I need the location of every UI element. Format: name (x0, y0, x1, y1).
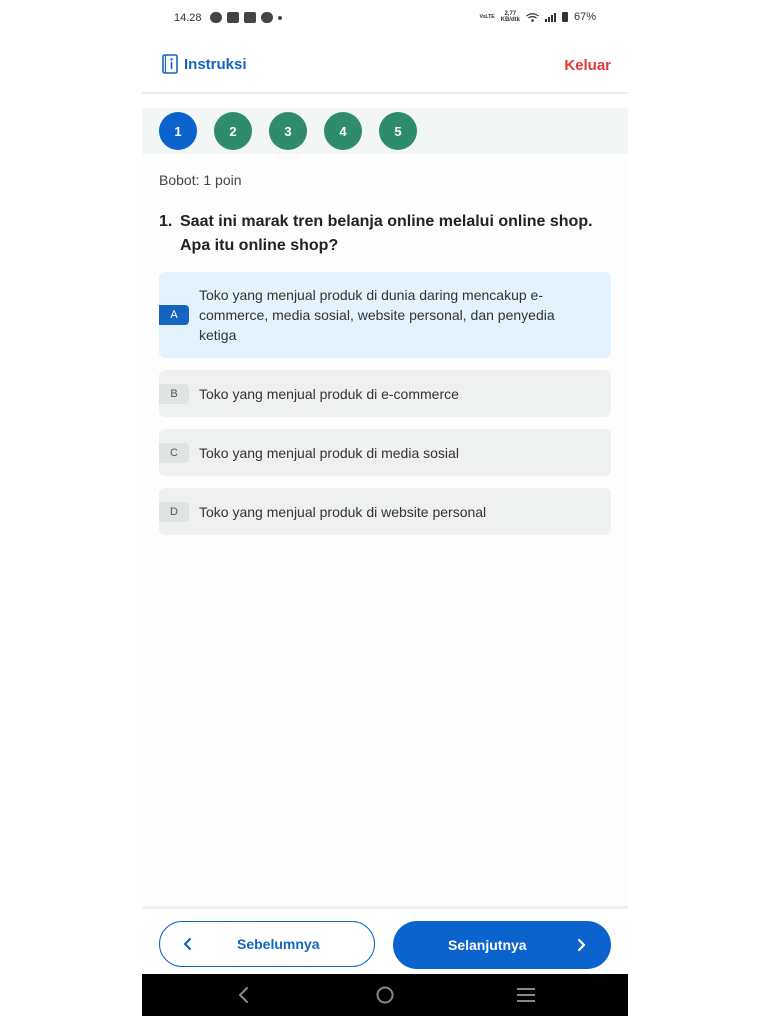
bottom-navigation (142, 906, 628, 977)
option-letter: C (159, 443, 189, 463)
app-header (142, 42, 628, 94)
battery-level: 67% (573, 11, 596, 23)
status-right (480, 11, 596, 23)
answer-option-b[interactable] (159, 370, 611, 417)
net-speed-value: 2,77 (504, 11, 517, 17)
previous-button[interactable] (159, 921, 375, 967)
back-icon[interactable] (232, 984, 256, 1006)
question-number-2[interactable]: 2 (214, 112, 252, 150)
more-notifications-dot-icon (278, 16, 282, 20)
question-number-1[interactable]: 1 (159, 112, 197, 150)
wifi-icon (526, 13, 539, 22)
mail-icon (244, 12, 256, 23)
question-number: 1. (159, 213, 173, 230)
notification-app-icon (210, 12, 222, 23)
network-type-icon: VoLTE (479, 14, 495, 20)
previous-button-label: Sebelumnya (237, 936, 320, 952)
question-body-text: Saat ini marak tren belanja online melalui online shop. Apa itu online shop? (180, 213, 593, 254)
notification-app-icon (261, 12, 273, 23)
status-bar (142, 0, 628, 38)
question-number-4[interactable]: 4 (324, 112, 362, 150)
info-book-icon (162, 54, 178, 74)
question-number-3[interactable]: 3 (269, 112, 307, 150)
net-speed-unit: KB/dtk (500, 17, 520, 23)
next-button[interactable] (393, 921, 611, 969)
option-text: Toko yang menjual produk di media sosial (199, 444, 459, 461)
option-letter: D (159, 502, 189, 522)
option-text: Toko yang menjual produk di dunia daring mencakup e-commerce, media sosial, website personal, dan penyedia ketiga (199, 287, 555, 343)
question-weight: Bobot: 1 poin (159, 172, 242, 188)
instructions-button[interactable] (162, 54, 247, 74)
answer-option-d[interactable] (159, 488, 611, 535)
option-letter: A (159, 305, 189, 325)
answer-option-a[interactable] (159, 272, 611, 358)
mail-icon (227, 12, 239, 23)
question-text (159, 210, 619, 258)
chevron-right-icon (575, 938, 587, 952)
chevron-left-icon (182, 937, 194, 951)
question-navigator (142, 108, 628, 154)
net-speed (501, 11, 520, 23)
question-number-5[interactable]: 5 (379, 112, 417, 150)
battery-icon (562, 12, 568, 22)
option-text: Toko yang menjual produk di website personal (199, 503, 487, 520)
notification-icons (210, 12, 282, 23)
status-time: 14.28 (174, 12, 202, 24)
answer-option-c[interactable] (159, 429, 611, 476)
instructions-label: Instruksi (184, 55, 247, 73)
system-navigation-bar (142, 974, 628, 1016)
signal-icon (545, 13, 556, 22)
next-button-label: Selanjutnya (448, 937, 527, 953)
option-letter: B (159, 384, 189, 404)
option-text: Toko yang menjual produk di e-commerce (199, 385, 459, 402)
home-icon[interactable] (373, 984, 397, 1006)
recent-apps-icon[interactable] (514, 984, 538, 1006)
exit-button[interactable]: Keluar (564, 57, 611, 74)
app-screen (142, 0, 628, 1016)
